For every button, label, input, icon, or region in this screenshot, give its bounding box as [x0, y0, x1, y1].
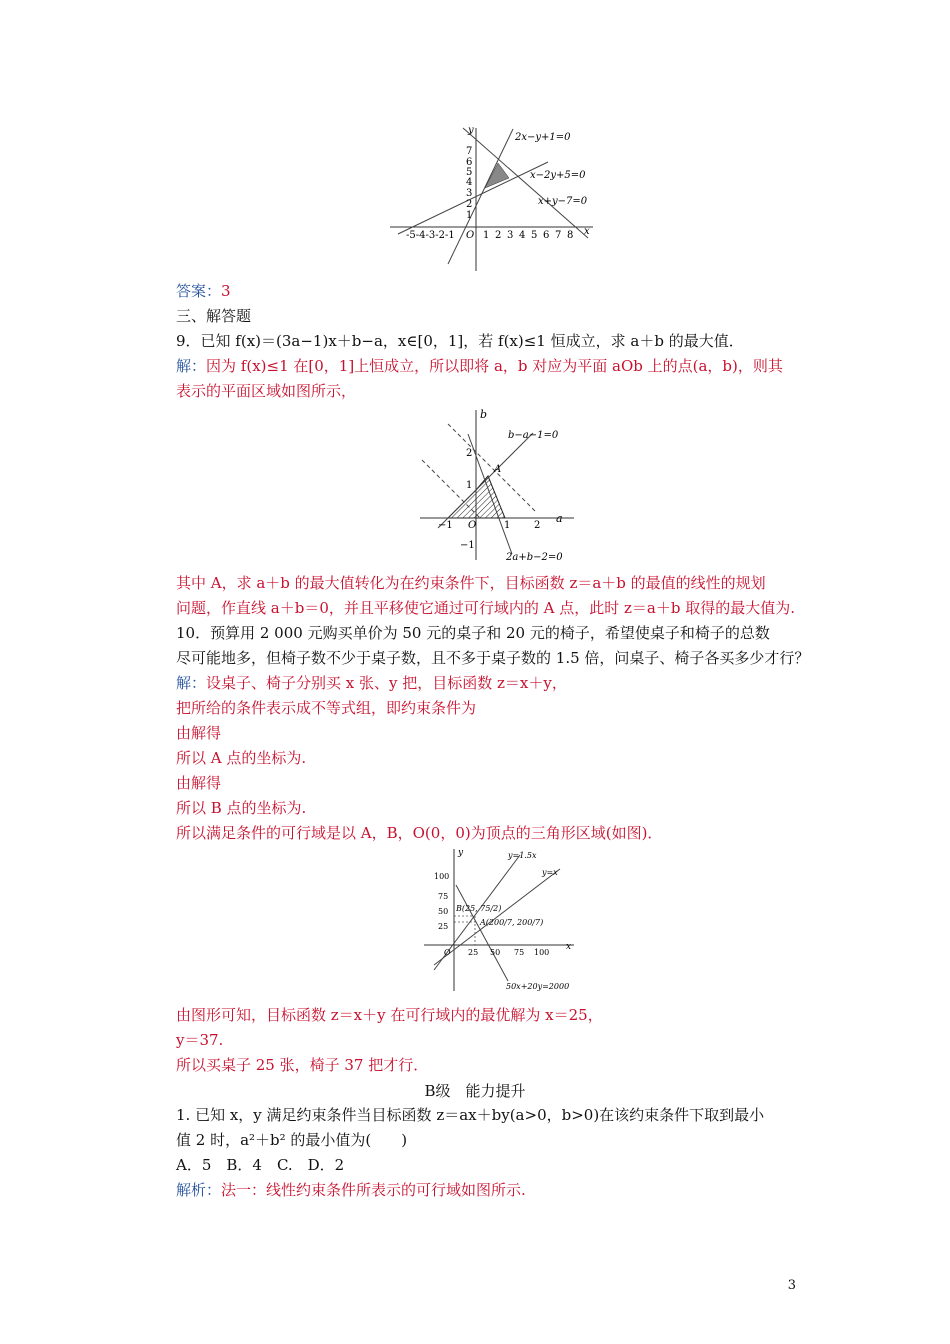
- figure-linear-region-1: [388, 124, 598, 274]
- q10-solution-line: 所以买桌子 25 张，椅子 37 把才行．: [176, 1056, 429, 1074]
- q9-solution-line: 因为 f(x)≤1 在[0，1]上恒成立，所以即将 a，b 对应为平面 aOb 上的点(a，b)，则其: [206, 357, 783, 375]
- q10-solution-line: 所以 B 点的坐标为.: [176, 799, 307, 817]
- fig1-xtick: 4: [519, 230, 526, 241]
- fig1-ytick: 3: [466, 188, 473, 199]
- fig1-ytick: 1: [466, 210, 473, 221]
- fig3-xtick: 75: [514, 948, 525, 957]
- fig3-ytick: 25: [438, 922, 449, 931]
- fig2-origin: O: [468, 520, 477, 531]
- figure-ab-region: [418, 404, 578, 564]
- fig1-equation-1: 2x−y+1=0: [515, 132, 571, 143]
- fig1-ytick: 5: [466, 167, 473, 178]
- fig2-a-label: a: [556, 512, 563, 525]
- q10-solution-label: 解：: [176, 674, 207, 692]
- fig3-ytick: 100: [434, 872, 450, 881]
- fig1-xtick: 6: [543, 230, 550, 241]
- fig2-equation-top: b−a−1=0: [508, 430, 559, 441]
- fig2-point-A: A: [494, 464, 502, 475]
- fig1-xtick: 2: [495, 230, 502, 241]
- answer-label: 答案：: [176, 282, 222, 300]
- q10-solution-line: 所以 A 点的坐标为.: [176, 749, 307, 767]
- qb1-solution: 法一：线性约束条件所表示的可行域如图所示.: [221, 1181, 526, 1199]
- fig1-ytick: 4: [466, 177, 473, 188]
- fig3-origin: O: [444, 948, 451, 957]
- fig1-xtick: 5: [531, 230, 538, 241]
- q10-solution-line: 设桌子、椅子分别买 x 张、y 把，目标函数 z＝x＋y，: [206, 674, 567, 692]
- fig1-ytick: 6: [466, 157, 473, 168]
- page-number: 3: [787, 1278, 796, 1293]
- fig1-xtick: 3: [507, 230, 514, 241]
- fig1-y-label: y: [468, 125, 474, 136]
- q10-question-line: 尽可能地多，但椅子数不少于桌子数，且不多于桌子数的 1.5 倍，问桌子、椅子各买多少才行？: [176, 649, 810, 667]
- fig2-ytick: 2: [466, 448, 473, 459]
- q10-solution-line: 把所给的条件表示成不等式组，即约束条件为: [176, 699, 477, 717]
- q10-solution-line: 所以满足条件的可行域是以 A，B，O(0，0)为顶点的三角形区域(如图)．: [176, 824, 663, 842]
- fig1-xtick: 7: [555, 230, 562, 241]
- qb1-solution-label: 解析：: [176, 1181, 222, 1199]
- section-title: 三、解答题: [176, 307, 252, 325]
- q9-solution-line: 表示的平面区域如图所示，: [176, 382, 357, 400]
- fig2-b-label: b: [480, 408, 488, 421]
- fig1-equation-2: x−2y+5=0: [530, 170, 586, 181]
- q10-solution-line: 由图形可知，目标函数 z＝x＋y 在可行域内的最优解为 x＝25，: [176, 1006, 603, 1024]
- figure-table-chair-region: [420, 845, 580, 995]
- fig3-xtick: 50: [490, 948, 501, 957]
- b-level-heading: B级 能力提升: [424, 1082, 526, 1100]
- answer-value: 3: [221, 282, 231, 300]
- fig1-equation-3: x+y−7=0: [538, 196, 588, 207]
- fig2-xtick: 1: [504, 520, 511, 531]
- fig3-point-A: A(200/7, 200/7): [480, 918, 544, 927]
- fig3-line-label: 50x+20y=2000: [506, 982, 570, 991]
- q10-solution-line: 由解得: [176, 774, 222, 792]
- fig2-xtick: −1: [438, 520, 453, 531]
- q9-solution-label: 解：: [176, 357, 207, 375]
- fig1-origin: O: [466, 230, 475, 241]
- fig1-xtick: 1: [483, 230, 490, 241]
- fig3-line-label: y=1.5x: [508, 851, 537, 860]
- q10-solution-line: 由解得: [176, 724, 222, 742]
- fig1-ytick: 7: [466, 146, 473, 157]
- fig3-ytick: 50: [438, 907, 449, 916]
- fig1-xtick: 8: [567, 230, 574, 241]
- fig1-xticks-negative: -5-4-3-2-1: [406, 230, 455, 241]
- q10-solution-line: y＝37.: [176, 1031, 224, 1049]
- fig1-ytick: 2: [466, 199, 473, 210]
- fig2-equation-bottom: 2a+b−2=0: [506, 552, 563, 563]
- qb1-question-line: 1. 已知 x，y 满足约束条件当目标函数 z＝ax＋by(a>0，b>0)在该约束条件下取到最小: [176, 1106, 765, 1124]
- q9-solution-line: 其中 A，求 a＋b 的最大值转化为在约束条件下，目标函数 z＝a＋b 的最值的线性的规划: [176, 574, 766, 592]
- fig3-y-label: y: [458, 848, 464, 858]
- fig3-x-label: x: [566, 942, 572, 952]
- fig2-ytick: −1: [460, 540, 475, 551]
- q9-solution-line: 问题，作直线 a＋b＝0，并且平移使它通过可行域内的 A 点，此时 z＝a＋b 取得的最大值为.: [176, 599, 795, 617]
- fig1-x-label: x: [584, 226, 590, 237]
- fig3-point-B: B(25, 75/2): [456, 904, 502, 913]
- qb1-question-line: 值 2 时，a²＋b² 的最小值为( ): [176, 1131, 408, 1149]
- fig3-xtick: 25: [468, 948, 479, 957]
- fig2-ytick: 1: [466, 480, 473, 491]
- fig3-ytick: 75: [438, 892, 449, 901]
- fig2-xtick: 2: [534, 520, 541, 531]
- q10-question-line: 10．预算用 2 000 元购买单价为 50 元的桌子和 20 元的椅子，希望使桌子和椅子的总数: [176, 624, 770, 642]
- fig3-xtick: 100: [534, 948, 550, 957]
- qb1-choices: A．5 B．4 C. D．2: [176, 1156, 345, 1174]
- fig3-line-label: y=x: [542, 868, 558, 877]
- q9-question: 9．已知 f(x)＝(3a−1)x＋b−a，x∈[0，1]，若 f(x)≤1 恒成立，求 a＋b 的最大值．: [176, 332, 744, 350]
